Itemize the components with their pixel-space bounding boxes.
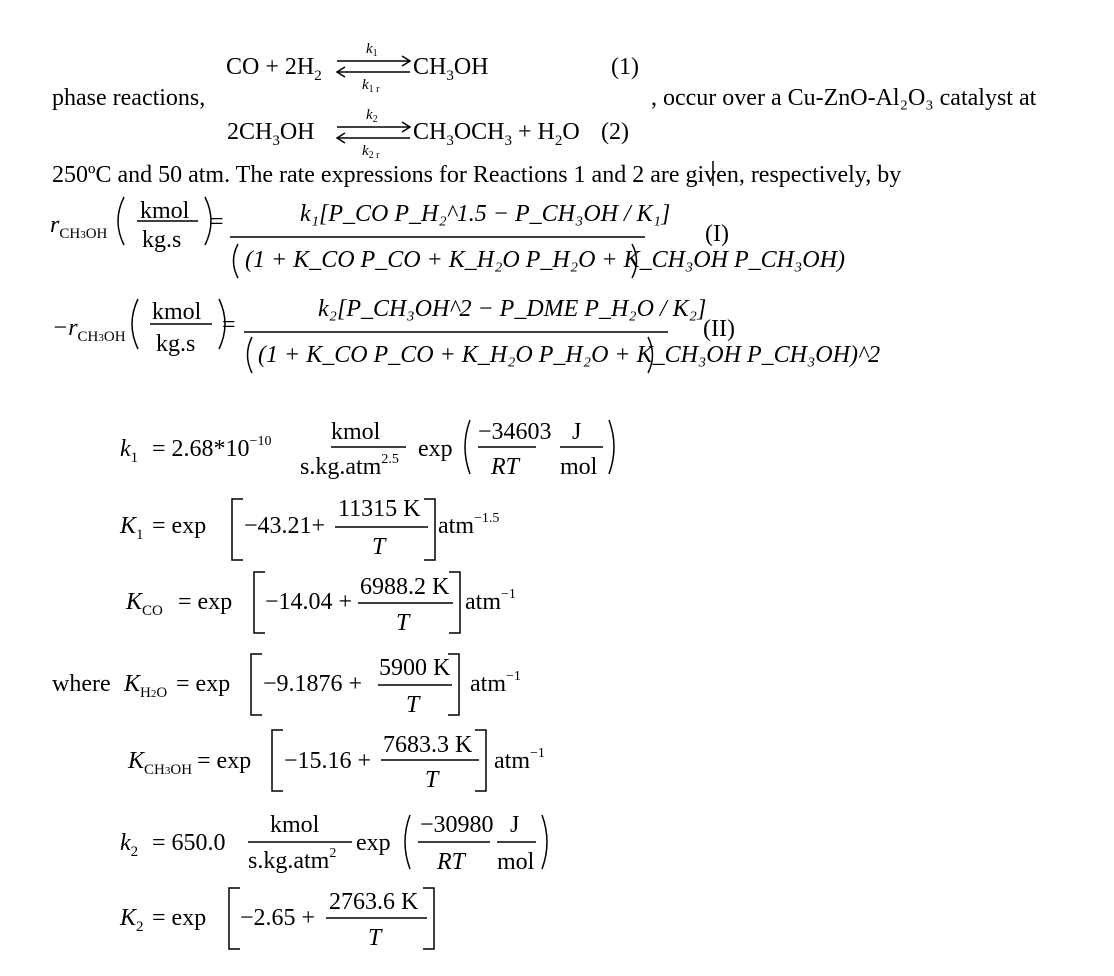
reaction-1-number: (1)	[611, 54, 639, 80]
eq2-units-num: kmol	[152, 299, 202, 325]
k1-symbol: $k_1$	[120, 436, 139, 466]
K1-den: T	[372, 534, 386, 560]
k2-symbol: $k_2$	[120, 830, 139, 860]
reaction-2-rhs: $CH_3OCH_3 + H_2O$	[413, 119, 580, 149]
eq1-units-den: kg.s	[142, 227, 182, 253]
reaction-2-k-reverse: $k_{2 r}$	[362, 143, 380, 161]
reaction-1-lhs: CO + $2H_2$	[226, 54, 322, 84]
reaction-1-k-reverse: $k_{1 r}$	[362, 77, 380, 95]
Kco-a: −14.04 +	[265, 589, 353, 615]
K2-num: 2763.6 K	[329, 889, 419, 915]
Kch3oh-exp: = exp	[197, 748, 252, 774]
k1-coef: = $2.68*10^{-10}$	[152, 434, 272, 462]
reaction-1-rhs: $CH_3OH$	[413, 54, 489, 84]
k1-exp-den: RT	[491, 454, 520, 480]
Kh2o-den: T	[406, 692, 420, 718]
k2-exp-den: RT	[437, 849, 466, 875]
eq1-label: (I)	[705, 221, 729, 247]
eq2-denominator: (1 + K_CO P_CO + K_H₂O P_H₂O + K_CH₃OH P_CH₃OH)^2	[258, 342, 881, 368]
k1-exp-num: −34603	[478, 419, 552, 445]
Kh2o-a: −9.1876 +	[263, 671, 363, 697]
reaction-2-number: (2)	[601, 119, 629, 145]
K1-symbol: $K_1$	[120, 513, 144, 543]
intro-right-text: , occur over a Cu-ZnO-Al₂O₃ catalyst at	[651, 85, 1037, 111]
reaction-2-lhs: $2CH_3OH$	[227, 119, 315, 149]
k2-j: J	[510, 812, 520, 838]
k2-exp-label: exp	[356, 830, 391, 856]
intro-left-text: phase reactions,	[52, 85, 206, 111]
eq2-numerator: k₂[P_CH₃OH^2 − P_DME P_H₂O / K₂]	[318, 296, 707, 322]
K2-a: −2.65 +	[240, 905, 316, 931]
k1-j: J	[572, 419, 582, 445]
eq1-numerator: k₁[P_CO P_H₂^1.5 − P_CH₃OH / K₁]	[300, 201, 671, 227]
Kch3oh-num: 7683.3 K	[383, 732, 473, 758]
Kch3oh-den: T	[425, 767, 439, 793]
Kco-exp: = exp	[178, 589, 233, 615]
Kch3oh-symbol: $K_{CH3OH}$	[128, 748, 193, 778]
K1-a: −43.21+	[244, 513, 326, 539]
k1-mol: mol	[560, 454, 598, 480]
eq2-units-den: kg.s	[156, 331, 196, 357]
Kco-den: T	[396, 610, 410, 636]
eq1-equals: =	[210, 209, 224, 235]
eq2-rate-symbol: $-r_{CH3OH}$	[52, 315, 126, 345]
eq2-equals: =	[222, 312, 236, 338]
eq1-units-num: kmol	[140, 198, 190, 224]
reaction-2-k-forward: $k_2$	[366, 107, 378, 125]
Kh2o-exp: = exp	[176, 671, 231, 697]
k2-unit-num: kmol	[270, 812, 320, 838]
Kh2o-num: 5900 K	[379, 655, 451, 681]
K2-symbol: $K_2$	[120, 905, 144, 935]
where-label: where	[52, 671, 111, 697]
Kh2o-unit: atm$^{-1}$	[470, 669, 521, 697]
reaction-1-k-forward: $k_1$	[366, 41, 378, 59]
K2-den: T	[368, 925, 382, 951]
Kch3oh-unit: atm$^{-1}$	[494, 746, 545, 774]
eq1-denominator: (1 + K_CO P_CO + K_H₂O P_H₂O + K_CH₃OH P_CH₃OH)	[245, 247, 845, 273]
K1-num: 11315 K	[338, 496, 421, 522]
intro-line-2: 250ºC and 50 atm. The rate expressions for Reactions 1 and 2 are given, respectively, by	[52, 162, 902, 188]
K1-unit: atm$^{-1.5}$	[438, 511, 500, 539]
k1-exp-label: exp	[418, 436, 453, 462]
k1-unit-den: s.kg.atm$^{2.5}$	[300, 452, 399, 480]
k2-coef: = 650.0	[152, 830, 226, 856]
Kco-symbol: $K_{CO}$	[126, 589, 163, 619]
Kh2o-symbol: $K_{H2O}$	[124, 671, 168, 701]
K1-exp: = exp	[152, 513, 207, 539]
eq2-label: (II)	[703, 316, 735, 342]
Kch3oh-a: −15.16 +	[284, 748, 372, 774]
Kco-num: 6988.2 K	[360, 574, 450, 600]
k2-unit-den: s.kg.atm$^2$	[248, 846, 337, 874]
eq1-rate-symbol: $r_{CH3OH}$	[50, 212, 108, 242]
K2-exp: = exp	[152, 905, 207, 931]
k2-mol: mol	[497, 849, 535, 875]
Kco-unit: atm$^{-1}$	[465, 587, 516, 615]
k1-unit-num: kmol	[331, 419, 381, 445]
k2-exp-num: −30980	[420, 812, 494, 838]
